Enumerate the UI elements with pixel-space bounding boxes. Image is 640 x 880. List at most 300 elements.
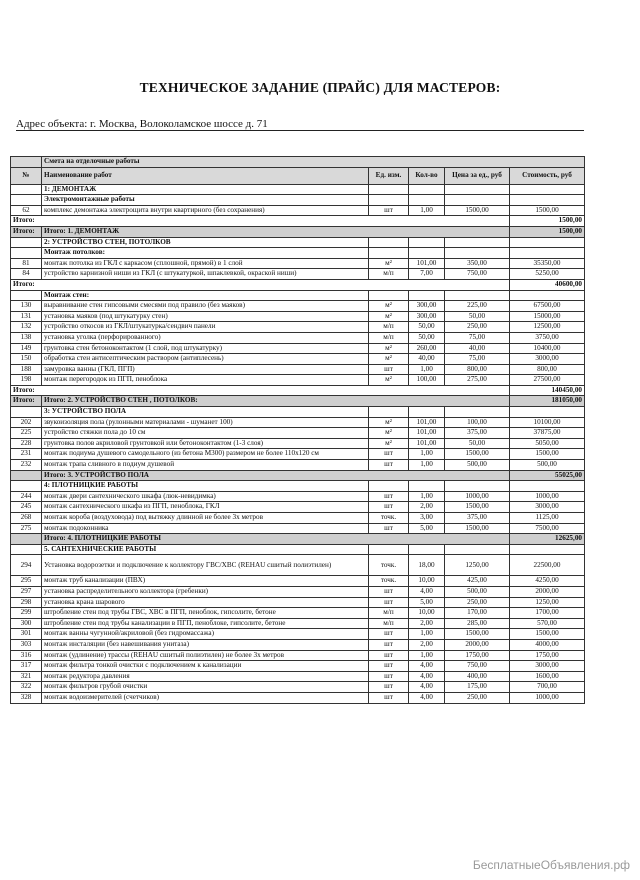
row-qty — [409, 290, 445, 301]
row-price: 1500,00 — [445, 449, 510, 460]
table-row — [11, 364, 585, 375]
estimate-table — [10, 156, 585, 704]
row-qty: 101,00 — [409, 438, 445, 449]
total-cost: 181050,00 — [510, 396, 585, 407]
row-unit: м/п — [369, 618, 409, 629]
total-title: Итого: 3. УСТРОЙСТВО ПОЛА — [42, 470, 510, 481]
table-row — [11, 671, 585, 682]
row-qty: 1,00 — [409, 491, 445, 502]
row-cost: 570,00 — [510, 618, 585, 629]
table-row — [11, 375, 585, 386]
row-qty: 1,00 — [409, 364, 445, 375]
row-name: монтаж инсталяции (без навешивания унитаза) — [42, 639, 369, 650]
subtotal-row — [11, 216, 585, 227]
row-qty: 2,00 — [409, 618, 445, 629]
row-cost: 1500,00 — [510, 629, 585, 640]
row-price — [445, 195, 510, 206]
subtotal-cost: 140450,00 — [510, 385, 585, 396]
row-qty: 5,00 — [409, 597, 445, 608]
row-cost: 5250,00 — [510, 269, 585, 280]
row-name: монтаж ванны чугунной/акриловой (без гидромассажа) — [42, 629, 369, 640]
row-qty: 4,00 — [409, 682, 445, 693]
row-qty: 4,00 — [409, 661, 445, 672]
row-name: установка распределительного коллектора (гребенки) — [42, 586, 369, 597]
row-cost: 500,00 — [510, 460, 585, 471]
section-row — [11, 481, 585, 492]
row-unit — [369, 184, 409, 195]
row-unit: шт — [369, 460, 409, 471]
row-number: 300 — [11, 618, 42, 629]
row-cost: 15000,00 — [510, 311, 585, 322]
row-number: 301 — [11, 629, 42, 640]
row-unit — [369, 248, 409, 259]
total-label — [11, 534, 42, 545]
row-cost — [510, 184, 585, 195]
row-cost: 67500,00 — [510, 301, 585, 312]
row-cost: 700,00 — [510, 682, 585, 693]
row-unit: м² — [369, 438, 409, 449]
watermark: БесплатныеОбъявления.рф — [472, 858, 630, 872]
row-price: 40,00 — [445, 343, 510, 354]
subtotal-cost: 40600,00 — [510, 279, 585, 290]
table-row — [11, 555, 585, 576]
row-number: 321 — [11, 671, 42, 682]
row-qty: 101,00 — [409, 258, 445, 269]
row-qty: 5,00 — [409, 523, 445, 534]
row-price — [445, 544, 510, 555]
address-underline — [16, 130, 584, 131]
row-unit: м/п — [369, 608, 409, 619]
section-row — [11, 184, 585, 195]
row-price: 285,00 — [445, 618, 510, 629]
total-label: Итого: — [11, 396, 42, 407]
row-number: 275 — [11, 523, 42, 534]
row-name: монтаж двери сантехнического шкафа (люк-невидимка) — [42, 491, 369, 502]
total-row — [11, 470, 585, 481]
row-unit: шт — [369, 671, 409, 682]
row-cost: 35350,00 — [510, 258, 585, 269]
table-row — [11, 311, 585, 322]
row-price: 170,00 — [445, 608, 510, 619]
row-name: монтаж редуктора давления — [42, 671, 369, 682]
row-name: комплекс демонтажа электрощита внутри квартирного (без сохранения) — [42, 205, 369, 216]
table-row — [11, 428, 585, 439]
total-title: Итого: 2. УСТРОЙСТВО СТЕН , ПОТОЛКОВ: — [42, 396, 510, 407]
row-qty — [409, 195, 445, 206]
row-number: 295 — [11, 576, 42, 587]
row-number: 303 — [11, 639, 42, 650]
row-cost: 3000,00 — [510, 354, 585, 365]
row-price — [445, 237, 510, 248]
row-qty — [409, 481, 445, 492]
row-number: 322 — [11, 682, 42, 693]
row-cost: 1500,00 — [510, 205, 585, 216]
row-unit: шт — [369, 597, 409, 608]
row-name: монтаж труб канализации (ПВХ) — [42, 576, 369, 587]
row-unit: шт — [369, 661, 409, 672]
table-row — [11, 205, 585, 216]
table-row — [11, 597, 585, 608]
row-name: выравнивание стен гипсовыми смесями под правило (без маяков) — [42, 301, 369, 312]
row-cost: 1000,00 — [510, 692, 585, 703]
section-row — [11, 407, 585, 418]
table-row — [11, 301, 585, 312]
row-qty — [409, 248, 445, 259]
header-no: № — [11, 167, 42, 184]
section-row — [11, 544, 585, 555]
row-unit: м/п — [369, 332, 409, 343]
row-price: 225,00 — [445, 301, 510, 312]
table-header-row — [11, 167, 585, 184]
row-cost: 1500,00 — [510, 449, 585, 460]
total-cost: 55025,00 — [510, 470, 585, 481]
row-cost: 7500,00 — [510, 523, 585, 534]
row-unit: шт — [369, 523, 409, 534]
row-name: штробление стен под трубы ГВС, ХВС в ПГП, пеноблок, гипсолите, бетоне — [42, 608, 369, 619]
row-number — [11, 195, 42, 206]
row-price: 375,00 — [445, 513, 510, 524]
row-price: 50,00 — [445, 311, 510, 322]
total-title: Итого: 4. ПЛОТНИЦКИЕ РАБОТЫ — [42, 534, 510, 545]
section-title: 3: УСТРОЙСТВО ПОЛА — [42, 407, 369, 418]
table-body — [11, 184, 585, 703]
row-number: 268 — [11, 513, 42, 524]
row-cost: 4250,00 — [510, 576, 585, 587]
row-unit: шт — [369, 682, 409, 693]
table-row — [11, 576, 585, 587]
row-cost: 3000,00 — [510, 661, 585, 672]
header-unit: Ед. изм. — [369, 167, 409, 184]
row-qty: 7,00 — [409, 269, 445, 280]
row-price — [445, 248, 510, 259]
row-price: 50,00 — [445, 438, 510, 449]
row-qty: 10,00 — [409, 576, 445, 587]
row-number — [11, 237, 42, 248]
row-name: установка крана шарового — [42, 597, 369, 608]
table-row — [11, 608, 585, 619]
row-cost — [510, 195, 585, 206]
row-number: 245 — [11, 502, 42, 513]
row-number: 198 — [11, 375, 42, 386]
row-name: монтаж подоконника — [42, 523, 369, 534]
table-row — [11, 343, 585, 354]
row-qty: 10,00 — [409, 608, 445, 619]
total-row — [11, 534, 585, 545]
row-number — [11, 407, 42, 418]
row-qty: 40,00 — [409, 354, 445, 365]
row-number: 81 — [11, 258, 42, 269]
total-row — [11, 226, 585, 237]
row-name: монтаж потолка из ГКЛ с каркасом (сплошной, прямой) в 1 слой — [42, 258, 369, 269]
row-number: 232 — [11, 460, 42, 471]
row-price: 800,00 — [445, 364, 510, 375]
row-cost: 1700,00 — [510, 608, 585, 619]
table-row — [11, 639, 585, 650]
row-name: монтаж подиума душевого самодельного (из бетона М300) размером не более 110х120 см — [42, 449, 369, 460]
row-price: 1500,00 — [445, 205, 510, 216]
header-cost: Стоимость, руб — [510, 167, 585, 184]
table-row — [11, 513, 585, 524]
table-caption-row — [11, 157, 585, 168]
row-name: Установка водорозетки и подключение к коллектору ГВС/ХВС (REHAU сшитый полиэтилен) — [42, 555, 369, 576]
row-price: 1500,00 — [445, 502, 510, 513]
row-unit: м² — [369, 343, 409, 354]
row-unit — [369, 481, 409, 492]
row-cost: 800,00 — [510, 364, 585, 375]
table-row — [11, 354, 585, 365]
table-row — [11, 586, 585, 597]
row-number — [11, 290, 42, 301]
row-qty: 100,00 — [409, 375, 445, 386]
row-number: 84 — [11, 269, 42, 280]
row-unit — [369, 195, 409, 206]
row-unit: точк. — [369, 576, 409, 587]
table-row — [11, 438, 585, 449]
row-number: 202 — [11, 417, 42, 428]
row-number — [11, 184, 42, 195]
row-number: 228 — [11, 438, 42, 449]
row-number: 188 — [11, 364, 42, 375]
document-title: ТЕХНИЧЕСКОЕ ЗАДАНИЕ (ПРАЙС) ДЛЯ МАСТЕРОВ: — [139, 80, 501, 95]
subtotal-label: Итого: — [11, 216, 510, 227]
row-cost — [510, 237, 585, 248]
row-number: 138 — [11, 332, 42, 343]
row-price — [445, 184, 510, 195]
row-price: 375,00 — [445, 428, 510, 439]
row-price: 250,00 — [445, 692, 510, 703]
row-number: 231 — [11, 449, 42, 460]
row-name: монтаж короба (воздуховода) под вытяжку длинной не более 3х метров — [42, 513, 369, 524]
row-number: 149 — [11, 343, 42, 354]
table-row — [11, 650, 585, 661]
table-row — [11, 682, 585, 693]
row-name: монтаж сантехнического шкафа из ПГП, пеноблока, ГКЛ — [42, 502, 369, 513]
row-name: грунтовка полов акриловой грунтовкой или бетоноконтактом (1-3 слоя) — [42, 438, 369, 449]
row-qty: 2,00 — [409, 639, 445, 650]
section-title: Электромонтажные работы — [42, 195, 369, 206]
row-unit: м² — [369, 311, 409, 322]
row-name: монтаж трапа сливного в подиум душевой — [42, 460, 369, 471]
row-cost — [510, 481, 585, 492]
table-row — [11, 661, 585, 672]
row-qty: 4,00 — [409, 671, 445, 682]
row-name: устройство стяжки пола до 10 см — [42, 428, 369, 439]
row-number: 132 — [11, 322, 42, 333]
row-name: обработка стен антисептическим раствором (антиплесень) — [42, 354, 369, 365]
table-row — [11, 332, 585, 343]
row-unit: м² — [369, 301, 409, 312]
row-cost: 1750,00 — [510, 650, 585, 661]
row-price: 2000,00 — [445, 639, 510, 650]
section-title: 5. САНТЕХНИЧЕСКИЕ РАБОТЫ — [42, 544, 369, 555]
row-cost: 1125,00 — [510, 513, 585, 524]
row-price — [445, 481, 510, 492]
row-qty: 3,00 — [409, 513, 445, 524]
row-cost: 10400,00 — [510, 343, 585, 354]
row-unit: м² — [369, 354, 409, 365]
row-price: 1250,00 — [445, 555, 510, 576]
row-number: 298 — [11, 597, 42, 608]
row-cost: 4000,00 — [510, 639, 585, 650]
row-unit — [369, 407, 409, 418]
header-qty: Кол-во — [409, 167, 445, 184]
total-cost: 1500,00 — [510, 226, 585, 237]
section-title: 2: УСТРОЙСТВО СТЕН, ПОТОЛКОВ — [42, 237, 369, 248]
row-price: 750,00 — [445, 269, 510, 280]
section-row — [11, 290, 585, 301]
row-qty: 50,00 — [409, 322, 445, 333]
row-qty: 4,00 — [409, 586, 445, 597]
row-price: 425,00 — [445, 576, 510, 587]
row-price: 1750,00 — [445, 650, 510, 661]
row-price: 1500,00 — [445, 629, 510, 640]
row-qty: 2,00 — [409, 502, 445, 513]
total-label — [11, 470, 42, 481]
row-unit: точк. — [369, 513, 409, 524]
row-name: монтаж фильтра тонкой очистки с подключением к канализации — [42, 661, 369, 672]
row-number: 299 — [11, 608, 42, 619]
row-unit — [369, 544, 409, 555]
table-row — [11, 502, 585, 513]
row-qty: 50,00 — [409, 332, 445, 343]
row-price: 250,00 — [445, 597, 510, 608]
row-name: штробление стен под трубы канализации в ПГП, пеноблоке, гипсолите, бетоне — [42, 618, 369, 629]
table-row — [11, 449, 585, 460]
row-qty: 1,00 — [409, 650, 445, 661]
total-title: Итого: 1. ДЕМОНТАЖ — [42, 226, 510, 237]
row-number: 317 — [11, 661, 42, 672]
row-price: 275,00 — [445, 375, 510, 386]
row-cost: 3000,00 — [510, 502, 585, 513]
row-qty: 101,00 — [409, 428, 445, 439]
section-title: 4: ПЛОТНИЦКИЕ РАБОТЫ — [42, 481, 369, 492]
row-cost: 2000,00 — [510, 586, 585, 597]
row-unit: м/п — [369, 322, 409, 333]
row-unit: м² — [369, 417, 409, 428]
row-unit: точк. — [369, 555, 409, 576]
row-qty — [409, 407, 445, 418]
row-qty: 1,00 — [409, 205, 445, 216]
row-name: монтаж фильтров грубой очистки — [42, 682, 369, 693]
table-row — [11, 618, 585, 629]
row-name: монтаж перегородок из ПГП, пеноблока — [42, 375, 369, 386]
table-caption: Смета на отделочные работы — [42, 157, 585, 168]
row-qty — [409, 237, 445, 248]
row-price: 75,00 — [445, 354, 510, 365]
row-name: установка маяков (под штукатурку стен) — [42, 311, 369, 322]
row-unit: шт — [369, 502, 409, 513]
row-name: установка уголка (перфорированного) — [42, 332, 369, 343]
row-qty: 18,00 — [409, 555, 445, 576]
row-cost: 37875,00 — [510, 428, 585, 439]
row-price: 100,00 — [445, 417, 510, 428]
row-cost: 27500,00 — [510, 375, 585, 386]
row-number: 328 — [11, 692, 42, 703]
row-unit — [369, 237, 409, 248]
row-qty: 260,00 — [409, 343, 445, 354]
row-name: звукоизоляция пола (рулонными материалами - шуманет 100) — [42, 417, 369, 428]
row-qty: 1,00 — [409, 629, 445, 640]
row-qty: 101,00 — [409, 417, 445, 428]
row-qty: 300,00 — [409, 301, 445, 312]
row-cost — [510, 407, 585, 418]
subtotal-row — [11, 385, 585, 396]
row-price: 400,00 — [445, 671, 510, 682]
row-qty: 4,00 — [409, 692, 445, 703]
row-unit: шт — [369, 650, 409, 661]
row-name: монтаж водоизмерителей (счетчиков) — [42, 692, 369, 703]
row-cost: 1600,00 — [510, 671, 585, 682]
row-qty — [409, 544, 445, 555]
row-unit: шт — [369, 491, 409, 502]
row-name: грунтовка стен бетоноконтактом (1 слой, под штукатурку) — [42, 343, 369, 354]
total-cost: 12625,00 — [510, 534, 585, 545]
total-row — [11, 396, 585, 407]
row-unit: м² — [369, 375, 409, 386]
subtotal-label: Итого: — [11, 279, 510, 290]
row-price: 500,00 — [445, 460, 510, 471]
row-cost — [510, 290, 585, 301]
row-unit — [369, 290, 409, 301]
row-number — [11, 544, 42, 555]
row-price: 175,00 — [445, 682, 510, 693]
table-row — [11, 460, 585, 471]
object-address: Адрес объекта: г. Москва, Волоколамское шоссе д. 71 — [16, 118, 268, 130]
row-price: 750,00 — [445, 661, 510, 672]
row-name: замуровка ванны (ГКЛ, ПГП) — [42, 364, 369, 375]
row-number: 297 — [11, 586, 42, 597]
section-row — [11, 237, 585, 248]
row-unit: шт — [369, 364, 409, 375]
subtotal-row — [11, 279, 585, 290]
row-cost: 12500,00 — [510, 322, 585, 333]
row-unit: шт — [369, 692, 409, 703]
row-price — [445, 290, 510, 301]
table-row — [11, 269, 585, 280]
row-price: 500,00 — [445, 586, 510, 597]
row-cost — [510, 248, 585, 259]
row-number: 316 — [11, 650, 42, 661]
row-cost: 5050,00 — [510, 438, 585, 449]
table-row — [11, 523, 585, 534]
row-cost: 1000,00 — [510, 491, 585, 502]
row-number: 62 — [11, 205, 42, 216]
row-unit: шт — [369, 639, 409, 650]
row-cost: 1250,00 — [510, 597, 585, 608]
row-qty: 300,00 — [409, 311, 445, 322]
row-name: монтаж (удлинение) трассы (REHAU сшитый полиэтилен) не более 3х метров — [42, 650, 369, 661]
row-name: устройство откосов из ГКЛ/штукатурка/сендвич панели — [42, 322, 369, 333]
section-row — [11, 248, 585, 259]
subtotal-cost: 1500,00 — [510, 216, 585, 227]
row-price: 250,00 — [445, 322, 510, 333]
row-qty: 1,00 — [409, 460, 445, 471]
row-price: 350,00 — [445, 258, 510, 269]
row-cost: 10100,00 — [510, 417, 585, 428]
row-cost — [510, 544, 585, 555]
total-label: Итого: — [11, 226, 42, 237]
table-row — [11, 629, 585, 640]
table-row — [11, 258, 585, 269]
row-unit: шт — [369, 449, 409, 460]
row-qty — [409, 184, 445, 195]
row-unit: м/п — [369, 269, 409, 280]
row-price — [445, 407, 510, 418]
row-cost: 3750,00 — [510, 332, 585, 343]
table-row — [11, 417, 585, 428]
row-unit: м² — [369, 258, 409, 269]
table-row — [11, 692, 585, 703]
